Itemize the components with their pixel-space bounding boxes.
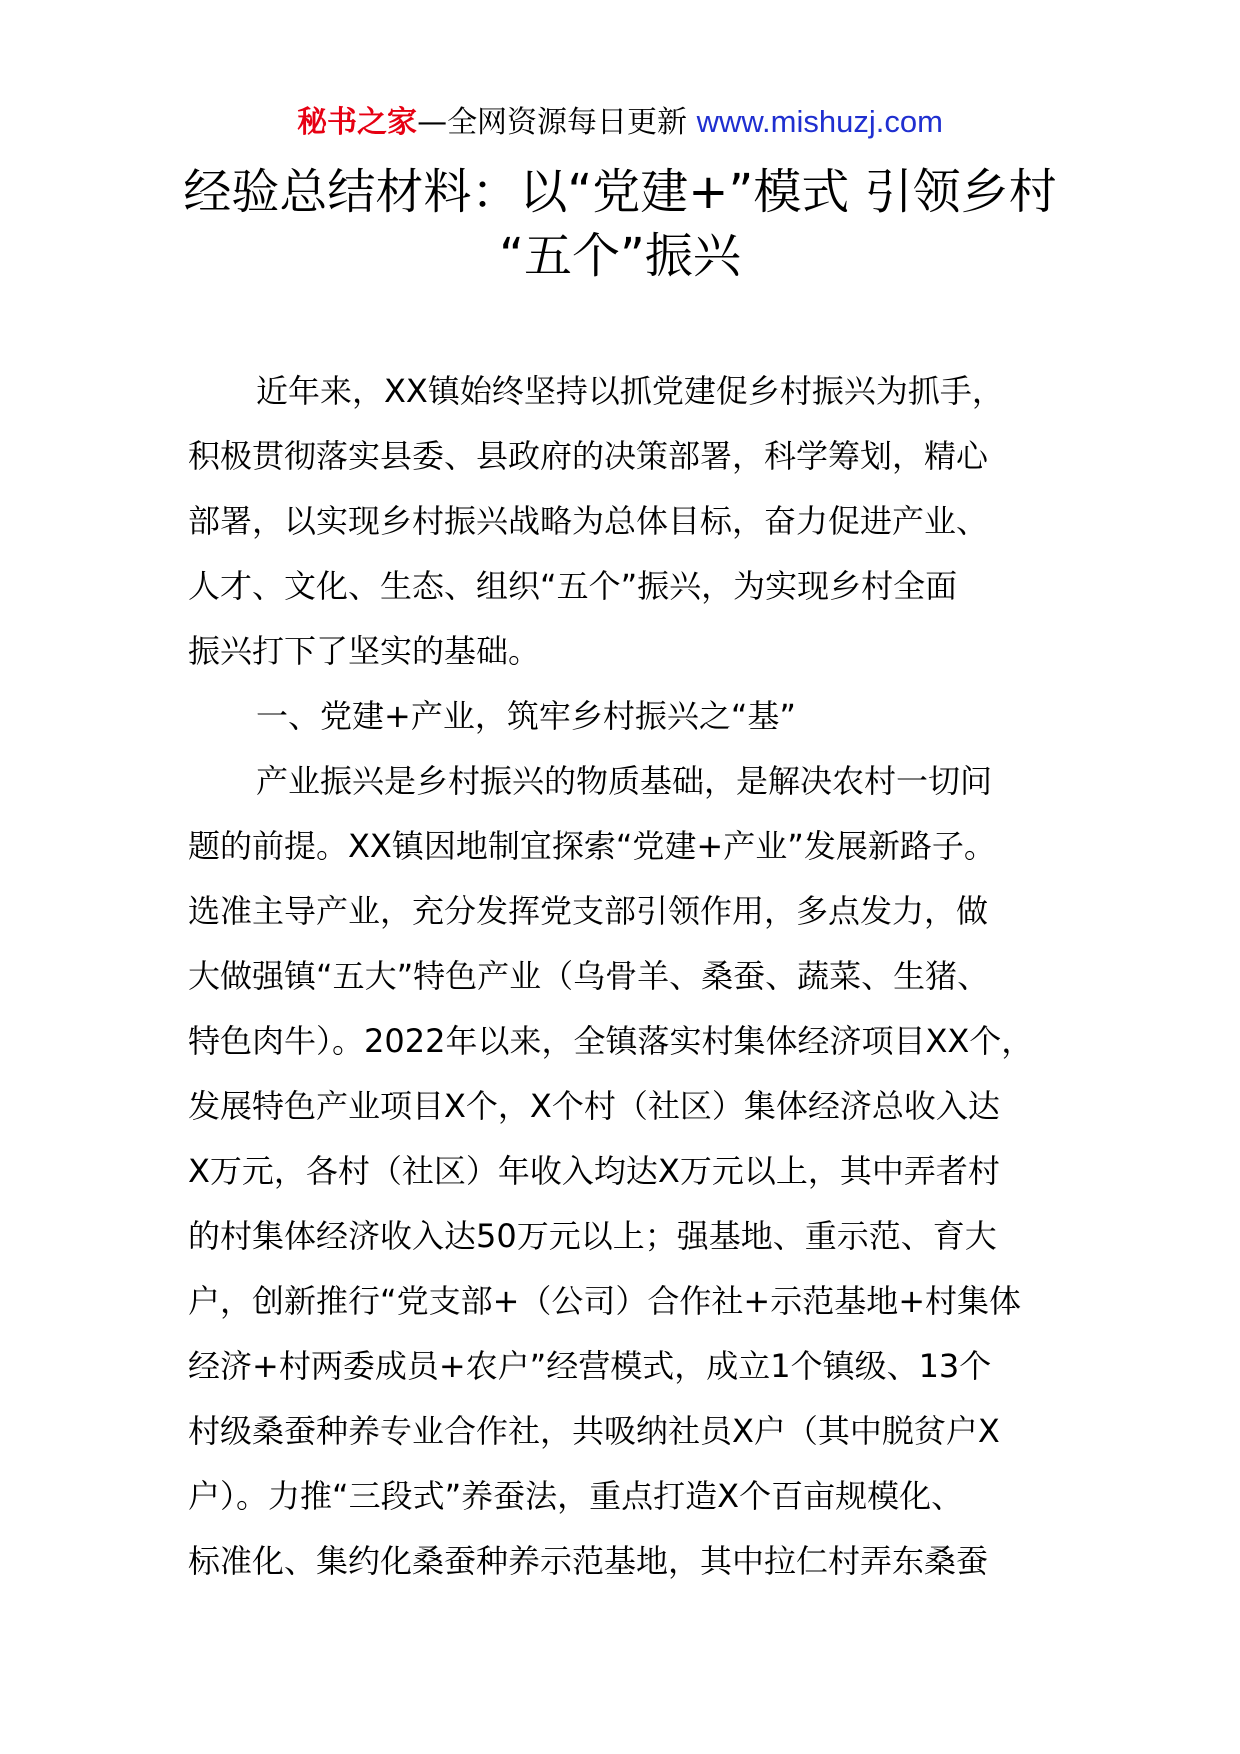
paragraph-line: 经济+村两委成员+农户”经营模式，成立1个镇级、13个 — [188, 1347, 992, 1385]
paragraph-line: 村级桑蚕种养专业合作社，共吸纳社员X户（其中脱贫户X — [188, 1412, 1000, 1450]
paragraph-line: 大做强镇“五大”特色产业（乌骨羊、桑蚕、蔬菜、生猪、 — [188, 957, 990, 995]
brand-name: 秘书之家 — [297, 105, 418, 140]
document-body — [188, 359, 1088, 1594]
site-url-link[interactable]: www.mishuzj.com — [696, 104, 943, 139]
paragraph-line: 的村集体经济收入达50万元以上；强基地、重示范、育大 — [188, 1217, 997, 1255]
paragraph-line: 产业振兴是乡村振兴的物质基础，是解决农村一切问 — [256, 762, 993, 800]
site-header — [0, 102, 1240, 143]
document-title — [120, 160, 1120, 288]
paragraph-line: 人才、文化、生态、组织“五个”振兴，为实现乡村全面 — [188, 567, 958, 605]
paragraph-line: 特色肉牛）。2022年以来，全镇落实村集体经济项目XX个， — [188, 1022, 1034, 1060]
paragraph-line: X万元，各村（社区）年收入均达X万元以上，其中弄者村 — [188, 1152, 1000, 1190]
paragraph-line: 振兴打下了坚实的基础。 — [188, 632, 541, 670]
paragraph-line: 标准化、集约化桑蚕种养示范基地，其中拉仁村弄东桑蚕 — [188, 1542, 989, 1580]
header-tagline: —全网资源每日更新 — [417, 105, 688, 140]
title-line-2: “五个”振兴 — [499, 228, 741, 284]
paragraph-line: 发展特色产业项目X个，X个村（社区）集体经济总收入达 — [188, 1087, 1000, 1125]
paragraph-line: 积极贯彻落实县委、县政府的决策部署，科学筹划，精心 — [188, 437, 989, 475]
paragraph-line: 户，创新推行“党支部+（公司）合作社+示范基地+村集体 — [188, 1282, 1022, 1320]
title-line-1: 经验总结材料：以“党建+”模式 引领乡村 — [183, 164, 1057, 220]
paragraph-line: 题的前提。XX镇因地制宜探索“党建+产业”发展新路子。 — [188, 827, 996, 865]
paragraph-line: 户）。力推“三段式”养蚕法，重点打造X个百亩规模化、 — [188, 1477, 964, 1515]
paragraph-line: 近年来，XX镇始终坚持以抓党建促乡村振兴为抓手， — [256, 372, 1004, 410]
section-heading: 一、党建+产业，筑牢乡村振兴之“基” — [256, 697, 796, 735]
paragraph-line: 部署，以实现乡村振兴战略为总体目标，奋力促进产业、 — [188, 502, 989, 540]
paragraph-line: 选准主导产业，充分发挥党支部引领作用，多点发力，做 — [188, 892, 989, 930]
